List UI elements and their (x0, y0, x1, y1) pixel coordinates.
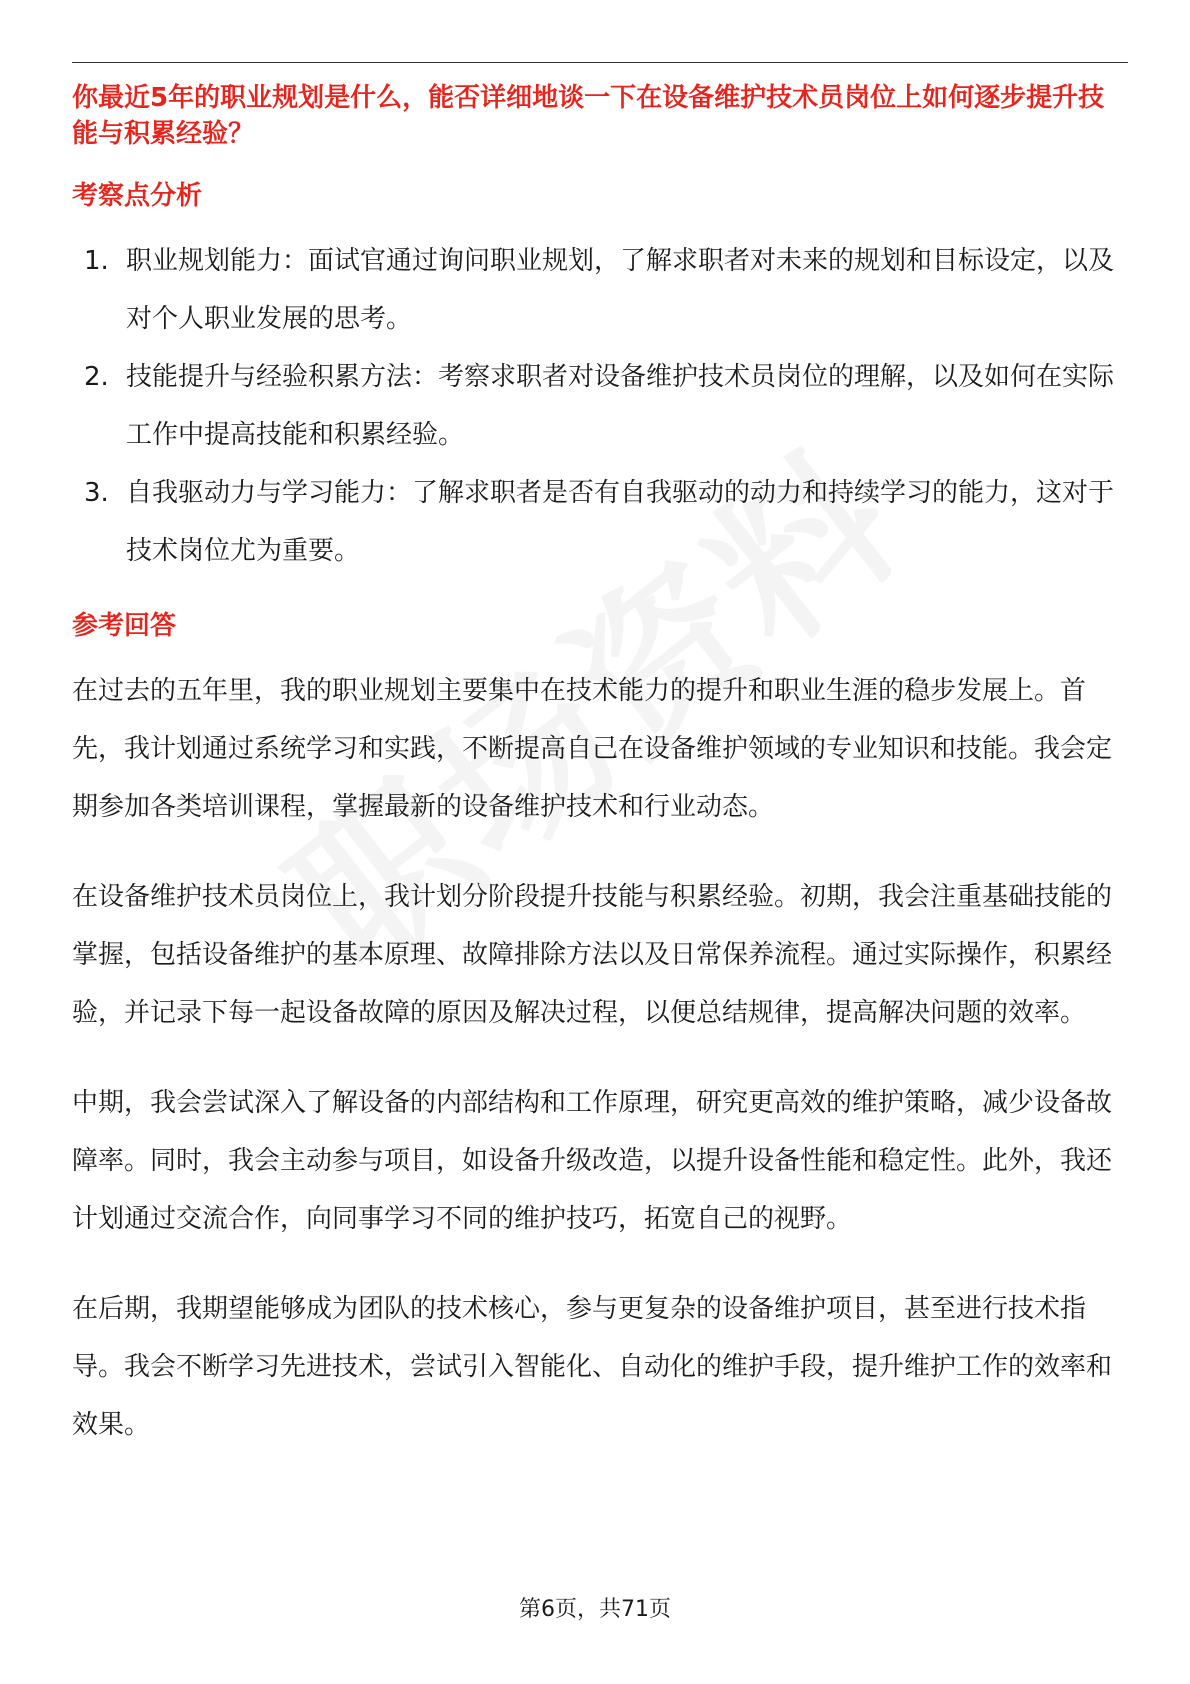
answer-paragraph: 在过去的五年里，我的职业规划主要集中在技术能力的提升和职业生涯的稳步发展上。首先，我计划通过系统学习和实践，不断提高自己在设备维护领域的专业知识和技能。我会定期参加各类培训课程，掌握最新的设备维护技术和行业动态。 (72, 676, 1113, 822)
top-divider (72, 62, 1128, 63)
analysis-point (72, 464, 1128, 580)
point-number: 3. (84, 478, 109, 508)
page-content (72, 80, 1128, 1454)
point-number: 2. (84, 362, 109, 392)
answer-paragraph: 中期，我会尝试深入了解设备的内部结构和工作原理，研究更高效的维护策略，减少设备故障率。同时，我会主动参与项目，如设备升级改造，以提升设备性能和稳定性。此外，我还计划通过交流合作，向同事学习不同的维护技巧，拓宽自己的视野。 (72, 1088, 1113, 1234)
page-number: 第6页，共71页 (519, 1597, 671, 1622)
point-text: 职业规划能力：面试官通过询问职业规划，了解求职者对未来的规划和目标设定，以及对个人职业发展的思考。 (126, 246, 1115, 334)
point-text: 自我驱动力与学习能力：了解求职者是否有自我驱动的动力和持续学习的能力，这对于技术岗位尤为重要。 (126, 478, 1115, 566)
answer-body (72, 662, 1128, 1454)
analysis-heading: 考察点分析 (72, 181, 203, 211)
analysis-point (72, 232, 1128, 348)
analysis-list (72, 232, 1128, 580)
answer-heading: 参考回答 (72, 611, 177, 641)
point-text: 技能提升与经验积累方法：考察求职者对设备维护技术员岗位的理解，以及如何在实际工作中提高技能和积累经验。 (126, 362, 1115, 450)
question-title: 你最近5年的职业规划是什么，能否详细地谈一下在设备维护技术员岗位上如何逐步提升技能与积累经验？ (72, 83, 1105, 149)
answer-paragraph: 在后期，我期望能够成为团队的技术核心，参与更复杂的设备维护项目，甚至进行技术指导。我会不断学习先进技术，尝试引入智能化、自动化的维护手段，提升维护工作的效率和效果。 (72, 1294, 1113, 1440)
point-number: 1. (84, 246, 109, 276)
answer-paragraph: 在设备维护技术员岗位上，我计划分阶段提升技能与积累经验。初期，我会注重基础技能的掌握，包括设备维护的基本原理、故障排除方法以及日常保养流程。通过实际操作，积累经验，并记录下每一起设备故障的原因及解决过程，以便总结规律，提高解决问题的效率。 (72, 882, 1113, 1028)
analysis-point (72, 348, 1128, 464)
